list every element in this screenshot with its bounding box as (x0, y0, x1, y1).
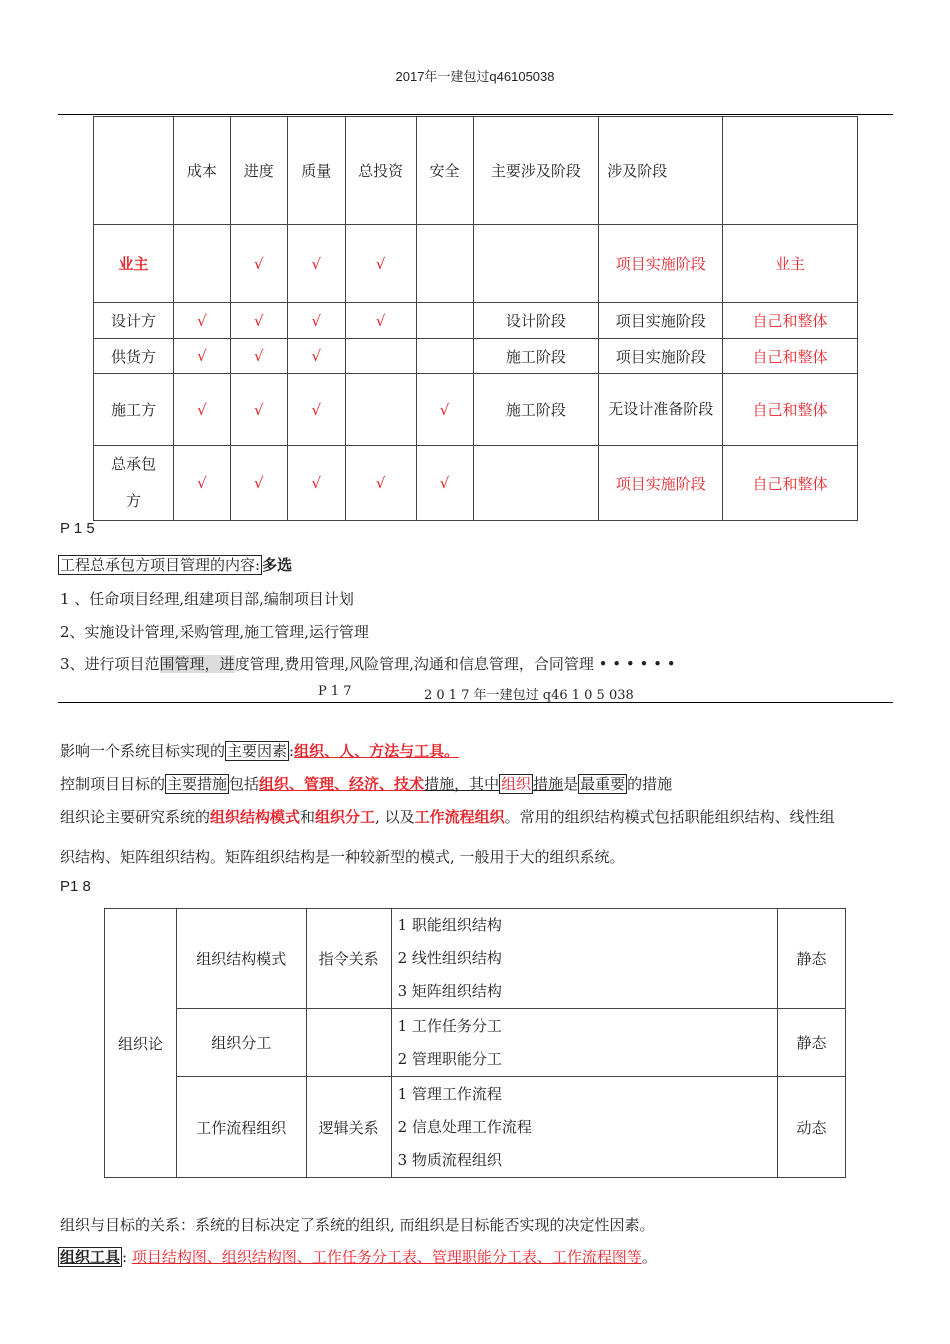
emphasis: 组织、人、方法与工具。 (294, 742, 460, 760)
text: 措施，其中 (424, 775, 500, 793)
check-cell: √ (345, 446, 416, 521)
text: : (289, 742, 295, 760)
type-cell: 静态 (778, 909, 846, 1009)
text: , 以及 (375, 808, 415, 826)
party-constructor: 施工方 (94, 374, 174, 446)
item3-part: 度管理,费用管理,风险管理,沟通和信息管理，合同管理 • • • • • • (234, 655, 676, 673)
table-row (94, 374, 858, 446)
stage-cell: 项目实施阶段 (599, 303, 723, 339)
main-stage-cell (473, 446, 599, 521)
list-item (60, 653, 676, 674)
cell (416, 339, 473, 374)
contractor-tag: 多选 (262, 556, 293, 574)
check-cell: √ (173, 339, 230, 374)
item3-part: 3、进行项目范 (60, 655, 160, 673)
section-rule (58, 702, 893, 703)
stage-cell: 项目实施阶段 (599, 225, 723, 303)
main-stage-cell: 设计阶段 (473, 303, 599, 339)
paragraph-relation: 组织与目标的关系：系统的目标决定了系统的组织, 而组织是目标能否实现的决定性因素。 (60, 1216, 655, 1234)
text: 影响一个系统目标实现的 (60, 742, 226, 760)
check-cell: √ (230, 374, 287, 446)
items-cell (391, 1009, 777, 1077)
cell (173, 225, 230, 303)
check-cell: √ (287, 446, 345, 521)
table-header-row (94, 117, 858, 225)
cell (345, 339, 416, 374)
party-supplier: 供货方 (94, 339, 174, 374)
check-cell: √ (345, 303, 416, 339)
header-cell: 安全 (416, 117, 473, 225)
items-cell (391, 909, 777, 1009)
main-stage-cell: 施工阶段 (473, 374, 599, 446)
text: 包括 (229, 775, 260, 793)
paragraph-org-theory-cont: 织结构、矩阵组织结构。矩阵组织结构是一种较新型的模式, 一般用于大的组织系统。 (60, 848, 625, 866)
party-owner: 业主 (94, 225, 174, 303)
check-cell: √ (287, 303, 345, 339)
check-cell: √ (173, 374, 230, 446)
category-cell: 工作流程组织 (176, 1077, 306, 1178)
text: 组织论主要研究系统的 (60, 808, 211, 826)
contractor-title: 工程总承包方项目管理的内容: (60, 556, 261, 574)
scope-cell: 自己和整体 (723, 339, 858, 374)
page-label-p17: P 1 7 (318, 684, 352, 699)
header-cell: 进度 (230, 117, 287, 225)
paragraph-measures (60, 773, 672, 794)
tools-list: 项目结构图、组织结构图、工作任务分工表、管理职能分工表、工作流程图等 (131, 1248, 642, 1266)
list-item: 2、实施设计管理,采购管理,施工管理,运行管理 (60, 623, 369, 641)
check-cell: √ (287, 225, 345, 303)
page-footer-header: 2 0 1 7 年一建包过 q46 1 0 5 038 (424, 688, 634, 703)
category-cell: 组织分工 (176, 1009, 306, 1077)
boxed-term: 组织 (501, 775, 532, 793)
cell (473, 225, 599, 303)
check-cell: √ (287, 374, 345, 446)
text: 是 (563, 775, 579, 793)
check-cell: √ (230, 225, 287, 303)
text: 措施 (533, 775, 564, 793)
check-cell: √ (287, 339, 345, 374)
page-label-p15: P 1 5 (60, 520, 95, 537)
relation-cell (306, 1009, 391, 1077)
party-general-contractor: 总承包方 (94, 446, 174, 521)
org-theory-table (104, 908, 846, 1178)
header-cell (94, 117, 174, 225)
tools-label: 组织工具 (60, 1248, 121, 1266)
table-row (105, 909, 846, 1009)
text: 。常用的组织结构模式包括职能组织结构、线性组 (504, 808, 835, 826)
type-cell: 动态 (778, 1077, 846, 1178)
header-cell: 成本 (173, 117, 230, 225)
check-cell: √ (173, 303, 230, 339)
header-cell: 主要涉及阶段 (473, 117, 599, 225)
list-item: 2 信息处理工作流程 (397, 1117, 532, 1136)
list-item: 1 、任命项目经理,组建项目部,编制项目计划 (60, 590, 354, 608)
paragraph-org-theory (60, 806, 835, 827)
check-cell: √ (230, 446, 287, 521)
relation-cell: 逻辑关系 (306, 1077, 391, 1178)
check-cell: √ (416, 446, 473, 521)
paragraph-factors (60, 740, 459, 761)
header-cell (723, 117, 858, 225)
list-item: 3 物质流程组织 (397, 1150, 502, 1169)
check-cell: √ (230, 303, 287, 339)
scope-cell: 自己和整体 (723, 446, 858, 521)
text: 控制项目目标的 (60, 775, 166, 793)
check-cell: √ (173, 446, 230, 521)
responsibility-table (93, 116, 858, 521)
cell (416, 225, 473, 303)
text: 和 (300, 808, 316, 826)
cell (416, 303, 473, 339)
header-cell: 质量 (287, 117, 345, 225)
item3-highlight: 围管理，进 (159, 655, 235, 673)
emphasis: 工作流程组织 (414, 808, 505, 826)
category-cell: 组织结构模式 (176, 909, 306, 1009)
contractor-heading (58, 554, 292, 575)
list-item: 1 管理工作流程 (397, 1084, 502, 1103)
boxed-term: 最重要 (580, 775, 626, 793)
check-cell: √ (345, 225, 416, 303)
table-row (105, 1009, 846, 1077)
emphasis: 组织结构模式 (210, 808, 301, 826)
list-item: 3 矩阵组织结构 (397, 982, 502, 1000)
scope-cell: 自己和整体 (723, 303, 858, 339)
text: 。 (641, 1248, 657, 1266)
list-item: 2 线性组织结构 (397, 949, 502, 967)
check-cell: √ (416, 374, 473, 446)
check-cell: √ (230, 339, 287, 374)
table-row (94, 339, 858, 374)
text: 的措施 (627, 775, 673, 793)
scope-cell: 自己和整体 (723, 374, 858, 446)
text: : (122, 1248, 128, 1266)
list-item: 1 工作任务分工 (397, 1016, 502, 1035)
emphasis: 组织分工 (315, 808, 376, 826)
boxed-term: 主要因素 (227, 742, 288, 760)
main-stage-cell: 施工阶段 (473, 339, 599, 374)
stage-cell: 项目实施阶段 (599, 446, 723, 521)
stage-cell: 项目实施阶段 (599, 339, 723, 374)
items-cell (391, 1077, 777, 1178)
party-designer: 设计方 (94, 303, 174, 339)
page-header: 2017年一建包过q46105038 (395, 69, 555, 84)
table-row (94, 446, 858, 521)
list-item: 2 管理职能分工 (397, 1049, 502, 1068)
paragraph-tools (58, 1246, 657, 1267)
emphasis: 组织、管理、经济、技术 (259, 775, 425, 793)
boxed-term: 主要措施 (167, 775, 228, 793)
type-cell: 静态 (778, 1009, 846, 1077)
relation-cell: 指令关系 (306, 909, 391, 1009)
table-row (94, 303, 858, 339)
table-row (105, 1077, 846, 1178)
table-row (94, 225, 858, 303)
scope-cell: 业主 (723, 225, 858, 303)
header-rule (58, 114, 893, 115)
list-item: 1 职能组织结构 (397, 916, 502, 934)
cell (345, 374, 416, 446)
page-label-p18: P1 8 (60, 878, 91, 895)
header-cell: 涉及阶段 (599, 117, 723, 225)
header-cell: 总投资 (345, 117, 416, 225)
root-cell: 组织论 (105, 909, 177, 1178)
stage-cell: 无设计准备阶段 (599, 374, 723, 446)
